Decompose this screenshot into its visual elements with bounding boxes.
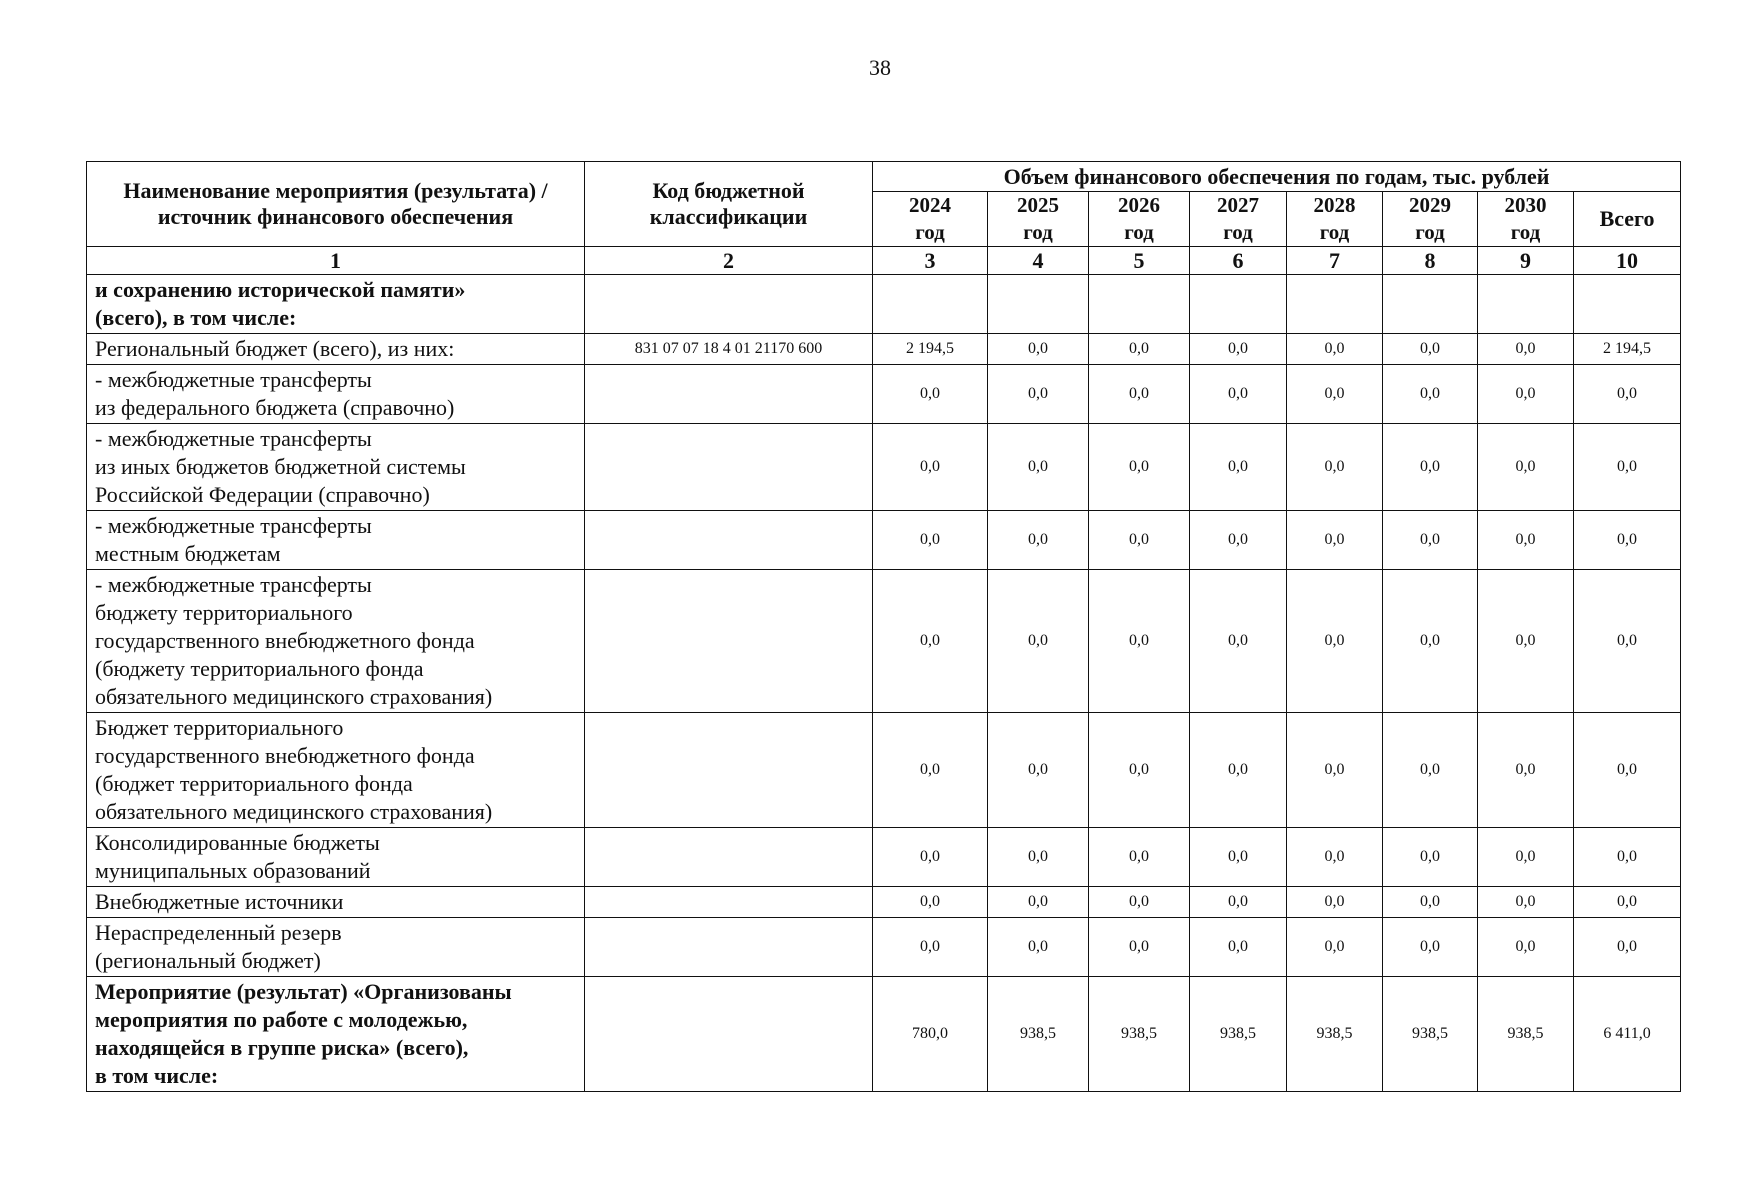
financing-table [86,161,1681,1092]
row-year-value: 938,5 [1478,977,1574,1092]
row-year-value: 2 194,5 [873,334,988,365]
row-total-value: 0,0 [1574,424,1681,511]
row-year-value: 0,0 [1190,887,1287,918]
row-name [87,511,585,570]
row-name-line: (региональный бюджет) [95,948,321,973]
row-year-value [988,275,1089,334]
row-year-value: 0,0 [1190,511,1287,570]
row-year-value: 0,0 [873,918,988,977]
row-name [87,828,585,887]
row-year-value: 0,0 [1089,570,1190,713]
row-year-value: 0,0 [1089,828,1190,887]
header-year-unit: год [1223,220,1253,244]
row-name-line: находящейся в группе риска» (всего), [95,1035,469,1060]
row-name-line: Консолидированные бюджеты [95,830,380,855]
row-name-line: из федерального бюджета (справочно) [95,395,455,420]
row-code [585,887,873,918]
header-year [1287,192,1383,247]
row-year-value: 0,0 [1190,570,1287,713]
row-year-value: 0,0 [1383,365,1478,424]
row-year-value: 0,0 [873,887,988,918]
row-name [87,365,585,424]
row-name-line: Российской Федерации (справочно) [95,482,430,507]
row-year-value: 0,0 [988,570,1089,713]
row-total-value: 0,0 [1574,365,1681,424]
row-code [585,713,873,828]
column-number: 10 [1574,247,1681,275]
row-year-value: 0,0 [1478,511,1574,570]
row-year-value: 938,5 [988,977,1089,1092]
row-year-value: 0,0 [1089,887,1190,918]
row-name-line: и сохранению исторической памяти» [95,277,466,302]
table-row [87,828,1681,887]
row-name-line: муниципальных образований [95,858,371,883]
row-year-value: 0,0 [988,887,1089,918]
column-number: 3 [873,247,988,275]
row-year-value: 0,0 [873,365,988,424]
row-name-line: Бюджет территориального [95,715,344,740]
row-code [585,570,873,713]
row-year-value: 0,0 [1287,365,1383,424]
header-year-unit: год [1124,220,1154,244]
table-row [87,424,1681,511]
row-year-value: 0,0 [1089,918,1190,977]
row-year-value: 0,0 [988,511,1089,570]
row-total-value [1574,275,1681,334]
column-number: 8 [1383,247,1478,275]
header-name: Наименование мероприятия (результата) / источник финансового обеспечения [87,162,585,247]
row-total-value: 6 411,0 [1574,977,1681,1092]
header-year [988,192,1089,247]
header-year [1190,192,1287,247]
row-name-line: (всего), в том числе: [95,305,297,330]
row-year-value: 0,0 [988,713,1089,828]
row-year-value: 0,0 [1383,424,1478,511]
table-row [87,570,1681,713]
row-total-value: 0,0 [1574,570,1681,713]
row-name [87,424,585,511]
header-year-unit: год [915,220,945,244]
row-name-line: из иных бюджетов бюджетной системы [95,454,466,479]
row-name-line: - межбюджетные трансферты [95,367,372,392]
row-year-value: 0,0 [1287,918,1383,977]
row-year-value: 0,0 [1287,334,1383,365]
row-year-value: 0,0 [1190,828,1287,887]
header-year-unit: год [1415,220,1445,244]
row-total-value: 2 194,5 [1574,334,1681,365]
row-year-value [1287,275,1383,334]
table-row [87,334,1681,365]
row-name [87,918,585,977]
row-code [585,977,873,1092]
header-year [1383,192,1478,247]
row-year-value: 938,5 [1383,977,1478,1092]
table-row [87,977,1681,1092]
row-name-line: обязательного медицинского страхования) [95,799,493,824]
row-name-line: обязательного медицинского страхования) [95,684,493,709]
row-name [87,275,585,334]
header-year [1089,192,1190,247]
row-total-value: 0,0 [1574,887,1681,918]
row-name-line: (бюджет территориального фонда [95,771,413,796]
row-year-value: 0,0 [1478,828,1574,887]
row-name [87,334,585,365]
row-name-line: - межбюджетные трансферты [95,572,372,597]
row-name-line: Региональный бюджет (всего), из них: [95,336,455,361]
row-code [585,918,873,977]
row-year-value: 0,0 [873,828,988,887]
row-year-value: 0,0 [1383,511,1478,570]
row-name-line: в том числе: [95,1063,219,1088]
row-year-value: 0,0 [1190,713,1287,828]
row-year-value: 780,0 [873,977,988,1092]
row-name-line: местным бюджетам [95,541,281,566]
table-row [87,365,1681,424]
row-year-value: 0,0 [1383,887,1478,918]
column-number: 1 [87,247,585,275]
column-number: 6 [1190,247,1287,275]
row-year-value: 0,0 [1383,828,1478,887]
row-year-value: 0,0 [1383,334,1478,365]
row-name-line: - межбюджетные трансферты [95,426,372,451]
row-year-value: 0,0 [1089,365,1190,424]
header-year-value: 2025 [1017,193,1059,217]
header-code: Код бюджетной классификации [585,162,873,247]
row-year-value: 0,0 [988,365,1089,424]
row-year-value: 0,0 [1089,511,1190,570]
header-year-value: 2027 [1217,193,1259,217]
row-year-value: 0,0 [1089,334,1190,365]
table-row [87,918,1681,977]
header-year-value: 2029 [1409,193,1451,217]
row-year-value [1478,275,1574,334]
row-year-value [1190,275,1287,334]
header-year-unit: год [1319,220,1350,244]
row-year-value: 0,0 [1287,713,1383,828]
row-year-value: 0,0 [988,918,1089,977]
row-name-line: (бюджету территориального фонда [95,656,424,681]
header-year-unit: год [1023,220,1053,244]
row-year-value: 0,0 [1287,511,1383,570]
row-year-value: 0,0 [1190,424,1287,511]
column-number: 2 [585,247,873,275]
row-name [87,977,585,1092]
row-year-value: 0,0 [1478,424,1574,511]
header-volume: Объем финансового обеспечения по годам, тыс. рублей [873,162,1681,192]
table-header [87,162,1681,275]
row-name-line: Внебюджетные источники [95,889,344,914]
table-row [87,275,1681,334]
row-year-value: 0,0 [1287,424,1383,511]
table-row [87,511,1681,570]
row-year-value: 0,0 [1089,424,1190,511]
row-year-value: 938,5 [1089,977,1190,1092]
row-year-value: 0,0 [1089,713,1190,828]
row-name-line: государственного внебюджетного фонда [95,743,475,768]
row-total-value: 0,0 [1574,828,1681,887]
header-year-value: 2026 [1118,193,1160,217]
row-year-value: 0,0 [988,828,1089,887]
table-body [87,275,1681,1092]
row-year-value: 0,0 [1287,828,1383,887]
table-row [87,887,1681,918]
row-code [585,424,873,511]
row-year-value: 0,0 [1478,918,1574,977]
row-year-value: 938,5 [1190,977,1287,1092]
row-year-value: 0,0 [1190,365,1287,424]
row-year-value: 0,0 [988,334,1089,365]
row-code [585,365,873,424]
header-total: Всего [1574,192,1681,247]
header-year [873,192,988,247]
row-name [87,887,585,918]
row-year-value: 0,0 [1190,334,1287,365]
column-number: 4 [988,247,1089,275]
row-code: 831 07 07 18 4 01 21170 600 [585,334,873,365]
header-year-value: 2030 [1504,193,1547,217]
page-number: 38 [869,55,891,80]
column-number: 7 [1287,247,1383,275]
row-name-line: Мероприятие (результат) «Организованы [95,979,512,1004]
row-total-value: 0,0 [1574,511,1681,570]
row-year-value: 0,0 [1478,887,1574,918]
row-year-value: 0,0 [1287,887,1383,918]
row-code [585,511,873,570]
row-name-line: бюджету территориального [95,600,353,625]
row-year-value: 0,0 [873,570,988,713]
row-year-value: 0,0 [1478,570,1574,713]
header-year [1478,192,1574,247]
row-year-value [873,275,988,334]
row-name-line: государственного внебюджетного фонда [95,628,475,653]
row-year-value: 0,0 [1383,570,1478,713]
row-year-value: 0,0 [1478,365,1574,424]
row-year-value [1383,275,1478,334]
column-number: 5 [1089,247,1190,275]
row-year-value: 0,0 [873,511,988,570]
row-year-value: 0,0 [1478,334,1574,365]
column-number: 9 [1478,247,1574,275]
row-year-value: 0,0 [1383,918,1478,977]
row-name [87,570,585,713]
header-year-value: 2028 [1313,193,1356,217]
table-row [87,713,1681,828]
row-code [585,828,873,887]
header-year-value: 2024 [909,193,951,217]
row-year-value: 938,5 [1287,977,1383,1092]
row-year-value: 0,0 [1383,713,1478,828]
row-year-value [1089,275,1190,334]
row-total-value: 0,0 [1574,918,1681,977]
row-name-line: мероприятия по работе с молодежью, [95,1007,468,1032]
row-name-line: Нераспределенный резерв [95,920,342,945]
row-year-value: 0,0 [873,424,988,511]
row-year-value: 0,0 [873,713,988,828]
header-year-unit: год [1510,220,1541,244]
row-year-value: 0,0 [1478,713,1574,828]
row-total-value: 0,0 [1574,713,1681,828]
row-year-value: 0,0 [988,424,1089,511]
row-code [585,275,873,334]
row-name [87,713,585,828]
row-year-value: 0,0 [1287,570,1383,713]
row-year-value: 0,0 [1190,918,1287,977]
row-name-line: - межбюджетные трансферты [95,513,372,538]
